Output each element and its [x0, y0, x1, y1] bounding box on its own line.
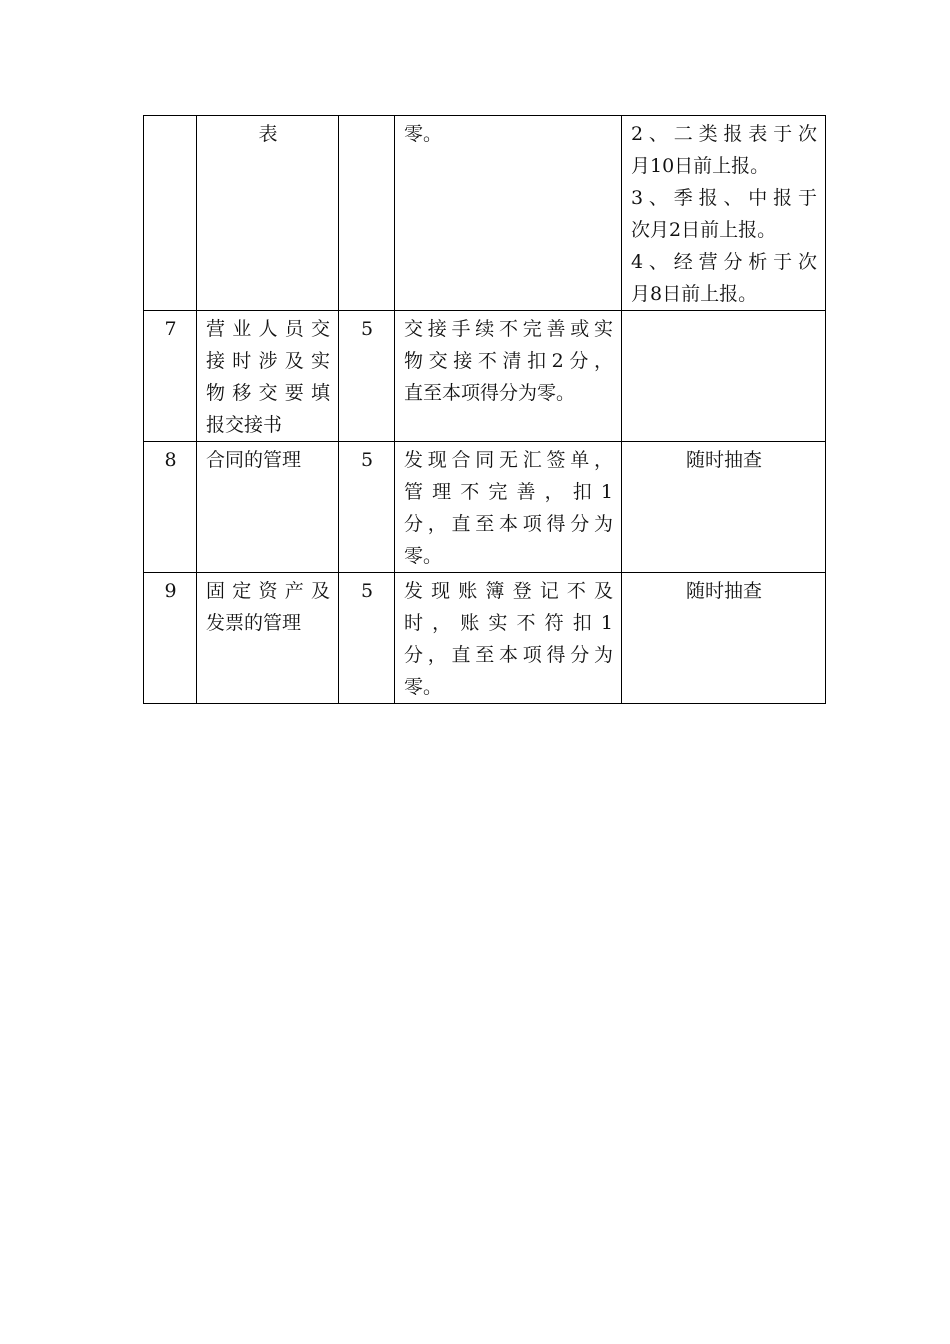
item-line: 营业人员交: [206, 318, 330, 340]
item-line: 固定资产及: [206, 580, 330, 602]
score-value: 5: [360, 318, 374, 340]
score-value: 5: [360, 580, 374, 602]
note-cell: [622, 311, 826, 442]
note-line: 月8日前上报。: [631, 283, 758, 305]
row-number-cell: [144, 442, 197, 573]
item-cell: [197, 573, 339, 704]
note-cell: [622, 442, 826, 573]
rule-line: 发现合同无汇签单，: [404, 449, 613, 471]
note-line: 2、二类报表于次: [631, 123, 817, 145]
note-line: 3、季报、中报于: [631, 187, 817, 209]
item-cell: [197, 442, 339, 573]
rule-line: 时，账实不符扣1: [404, 612, 613, 634]
score-cell: [339, 311, 395, 442]
item-text: 表: [258, 123, 278, 145]
item-line: 接时涉及实: [206, 350, 330, 372]
score-cell: [339, 116, 395, 311]
item-line: 报交接书: [206, 414, 283, 436]
note-line: 次月2日前上报。: [631, 219, 777, 241]
row-number: 7: [164, 318, 177, 340]
row-number-cell: [144, 311, 197, 442]
note-line: 4、经营分析于次: [631, 251, 817, 273]
row-number-cell: [144, 573, 197, 704]
rule-cell: [395, 116, 622, 311]
item-line: 发票的管理: [206, 612, 302, 634]
rule-line: 管理不完善，扣1: [404, 481, 613, 503]
row-number: 9: [164, 580, 177, 602]
row-number-cell: [144, 116, 197, 311]
note-cell: [622, 573, 826, 704]
rule-cell: [395, 311, 622, 442]
table-row: [144, 442, 826, 573]
note-text: 随时抽查: [685, 580, 762, 602]
rule-cell: [395, 442, 622, 573]
row-number: 8: [164, 449, 177, 471]
table-row: [144, 116, 826, 311]
rule-line: 交接手续不完善或实: [404, 318, 613, 340]
note-cell: [622, 116, 826, 311]
rule-line: 分，直至本项得分为: [404, 513, 613, 535]
rule-cell: [395, 573, 622, 704]
item-line: 合同的管理: [206, 449, 302, 471]
rule-line: 零。: [404, 123, 443, 145]
rule-line: 分，直至本项得分为: [404, 644, 613, 666]
rule-line: 直至本项得分为零。: [404, 382, 576, 404]
item-cell: [197, 311, 339, 442]
item-cell: [197, 116, 339, 311]
table-row: [144, 311, 826, 442]
rule-line: 发现账簿登记不及: [404, 580, 613, 602]
assessment-table: [143, 115, 826, 704]
score-cell: [339, 573, 395, 704]
score-value: 5: [360, 449, 374, 471]
note-line: 月10日前上报。: [631, 155, 770, 177]
rule-line: 零。: [404, 676, 443, 698]
note-text: 随时抽查: [685, 449, 762, 471]
rule-line: 零。: [404, 545, 443, 567]
score-cell: [339, 442, 395, 573]
item-line: 物移交要填: [206, 382, 330, 404]
table-row: [144, 573, 826, 704]
rule-line: 物交接不清扣2分，: [404, 350, 613, 372]
